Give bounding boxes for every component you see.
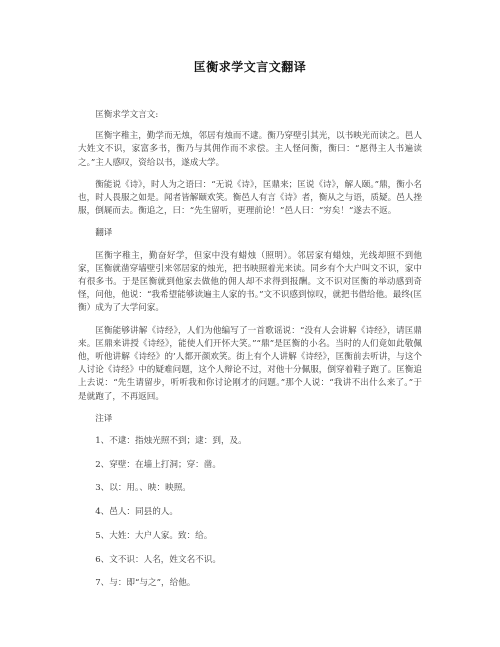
note-item-5: 5、大姓：大户人家。致：给。	[95, 530, 213, 541]
note-item-6: 6、文不识：人名，姓文名不识。	[95, 554, 221, 565]
translation-label: 翻译	[95, 228, 113, 239]
translation-paragraph-1: 匡衡字稚主，勤奋好学，但家中没有蜡烛（照明）。邻居家有蜡烛，光线却照不到他家，匡衡就凿穿墙壁引来邻居家的烛光，把书映照着光来读。同乡有个大户叫文不识，家中有很多书。于是匡衡就到他家去做他的佣人却不求得到报酬。文不识对匡衡的举动感到奇怪，问他，他说：“我希望能够读遍主人家的书。”文不识感到惊叹，就把书借给他。最终(匡衡）成为了大学问家。	[78, 250, 422, 314]
note-item-7: 7、与：即“与之”，给他。	[95, 578, 196, 589]
notes-label: 注译	[95, 413, 113, 424]
note-item-3: 3、以：用。、映：映照。	[95, 483, 191, 494]
original-paragraph-2: 衡能说《诗》，时人为之语曰：“无说《诗》，匡鼎来；匡说《诗》，解人颐。”鼎，衡小名也，时人畏服之如是。闻者皆解颐欢笑。衡邑人有言《诗》者，衡从之与语，质疑。邑人挫服，倒屣而去。衡追之，曰：“先生留听，更理前论！”邑人曰：“穷矣！”遂去不返。	[78, 179, 422, 217]
note-item-4: 4、邑人：同县的人。	[95, 507, 178, 518]
intro-label: 匡衡求学文言文:	[95, 110, 159, 120]
original-paragraph-1: 匡衡字稚主，勤学而无烛，邻居有烛而不逮。衡乃穿壁引其光，以书映光而读之。邑人大姓文不识，家富多书，衡乃与其佣作而不求偿。主人怪问衡，衡曰：“愿得主人书遍读之。”主人感叹，资给以书，遂成大学。	[78, 131, 422, 168]
translation-paragraph-2: 匡衡能够讲解《诗经》，人们为他编写了一首歌谣说：“没有人会讲解《诗经》，请匡鼎来。匡鼎来讲授《诗经》，能使人们开怀大笑。”“鼎”是匡衡的小名。当时的人们竟如此敬佩他，听他讲解《诗经》的’人都开颜欢笑。街上有个人讲解《诗经》，匡衡前去听讲，与这个人讨论《诗经》中的疑难问题，这个人辩论不过，对他十分佩服，倒穿着鞋子跑了。匡衡追上去说：“先生请留步，听听我和你讨论刚才的问题。”那个人说：“我讲不出什么来了。”于是就跑了，不再返回。	[78, 325, 422, 402]
note-item-2: 2、穿壁：在墙上打洞；穿：凿。	[95, 459, 221, 470]
note-item-1: 1、不逮：指烛光照不到；逮：到，及。	[95, 436, 247, 447]
document-title: 匡衡求学文言文翻译	[193, 60, 307, 74]
